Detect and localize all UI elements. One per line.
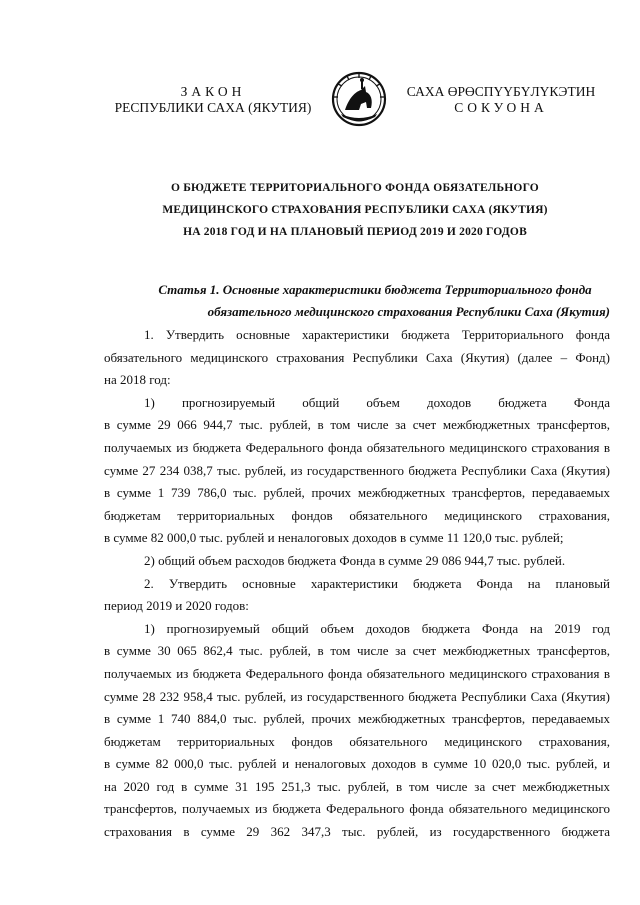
body-line: страхования в сумме 29 362 347,3 тыс. рублей, из государственного бюджета (104, 824, 610, 840)
body-line: в сумме 30 065 862,4 тыс. рублей, в том числе за счет межбюджетных трансфертов, (104, 643, 610, 659)
body-line: 1) прогнозируемый общий объем доходов бюджета Фонда на 2019 год (144, 620, 610, 636)
body-line: сумме 27 234 038,7 тыс. рублей, из государственного бюджета Республики Саха (Якутия) (104, 462, 610, 478)
header-law-label-sakha: СОКУОНА (454, 100, 548, 115)
article-heading-line-1: Статья 1. Основные характеристики бюджета Территориального фонда (158, 282, 592, 297)
body-line: в сумме 1 740 884,0 тыс. рублей, прочих межбюджетных трансфертов, передаваемых (104, 711, 610, 727)
title-line-1: О БЮДЖЕТЕ ТЕРРИТОРИАЛЬНОГО ФОНДА ОБЯЗАТЕЛЬНОГО (171, 182, 539, 194)
body-line: 2) общий объем расходов бюджета Фонда в сумме 29 086 944,7 тыс. рублей. (144, 552, 566, 568)
body-line: бюджетам территориальных фондов обязательного медицинского страхования, (104, 733, 610, 749)
header-republic-name-sakha: САХА ӨРӨСПҮҮБҮЛҮКЭТИН (406, 84, 596, 99)
body-line: получаемых из бюджета Федерального фонда обязательного медицинского страхования в (104, 439, 610, 455)
sakha-coat-of-arms-icon (331, 70, 387, 128)
body-line: 2. Утвердить основные характеристики бюджета Фонда на плановый (144, 575, 610, 591)
body-line: в сумме 29 066 944,7 тыс. рублей, в том числе за счет межбюджетных трансфертов, (104, 417, 610, 433)
article-heading (100, 279, 610, 323)
header-law-label: ЗАКОН (180, 84, 246, 99)
body-line: получаемых из бюджета Федерального фонда обязательного медицинского страхования в (104, 665, 610, 681)
body-line: в сумме 1 739 786,0 тыс. рублей, прочих межбюджетных трансфертов, передаваемых (104, 485, 610, 501)
body-line: на 2020 год в сумме 31 195 251,3 тыс. рублей, в том числе за счет межбюджетных (104, 778, 610, 794)
body-line: в сумме 82 000,0 тыс. рублей и неналоговых доходов в сумме 11 120,0 тыс. рублей; (104, 530, 564, 546)
body-line: сумме 28 232 958,4 тыс. рублей, из государственного бюджета Республики Саха (Якутия) (104, 688, 610, 704)
document-title (100, 177, 610, 243)
title-line-2: МЕДИЦИНСКОГО СТРАХОВАНИЯ РЕСПУБЛИКИ САХА (ЯКУТИЯ) (162, 204, 548, 216)
body-line: 1) прогнозируемый общий объем доходов бюджета Фонда (144, 394, 610, 410)
title-line-3: НА 2018 ГОД И НА ПЛАНОВЫЙ ПЕРИОД 2019 И 2020 ГОДОВ (183, 226, 527, 238)
body-line: трансфертов, получаемых из бюджета Федерального фонда обязательного медицинского (104, 801, 610, 817)
body-line: 1. Утвердить основные характеристики бюджета Территориального фонда (144, 327, 610, 342)
body-line: бюджетам территориальных фондов обязательного медицинского страхования, (104, 507, 610, 523)
body-line: в сумме 82 000,0 тыс. рублей и неналоговых доходов в сумме 10 020,0 тыс. рублей, и (104, 756, 610, 772)
body-line: обязательного медицинского страхования Республики Саха (Якутия) (далее – Фонд) (104, 349, 610, 365)
article-body (104, 324, 610, 844)
law-header-sakha (396, 84, 606, 116)
law-header-russian (100, 84, 326, 116)
article-heading-line-2: обязательного медицинского страхования Республики Саха (Якутия) (207, 304, 610, 319)
body-line: на 2018 год: (104, 372, 171, 388)
header-republic-name: РЕСПУБЛИКИ САХА (ЯКУТИЯ) (114, 100, 312, 115)
body-line: период 2019 и 2020 годов: (104, 598, 249, 614)
